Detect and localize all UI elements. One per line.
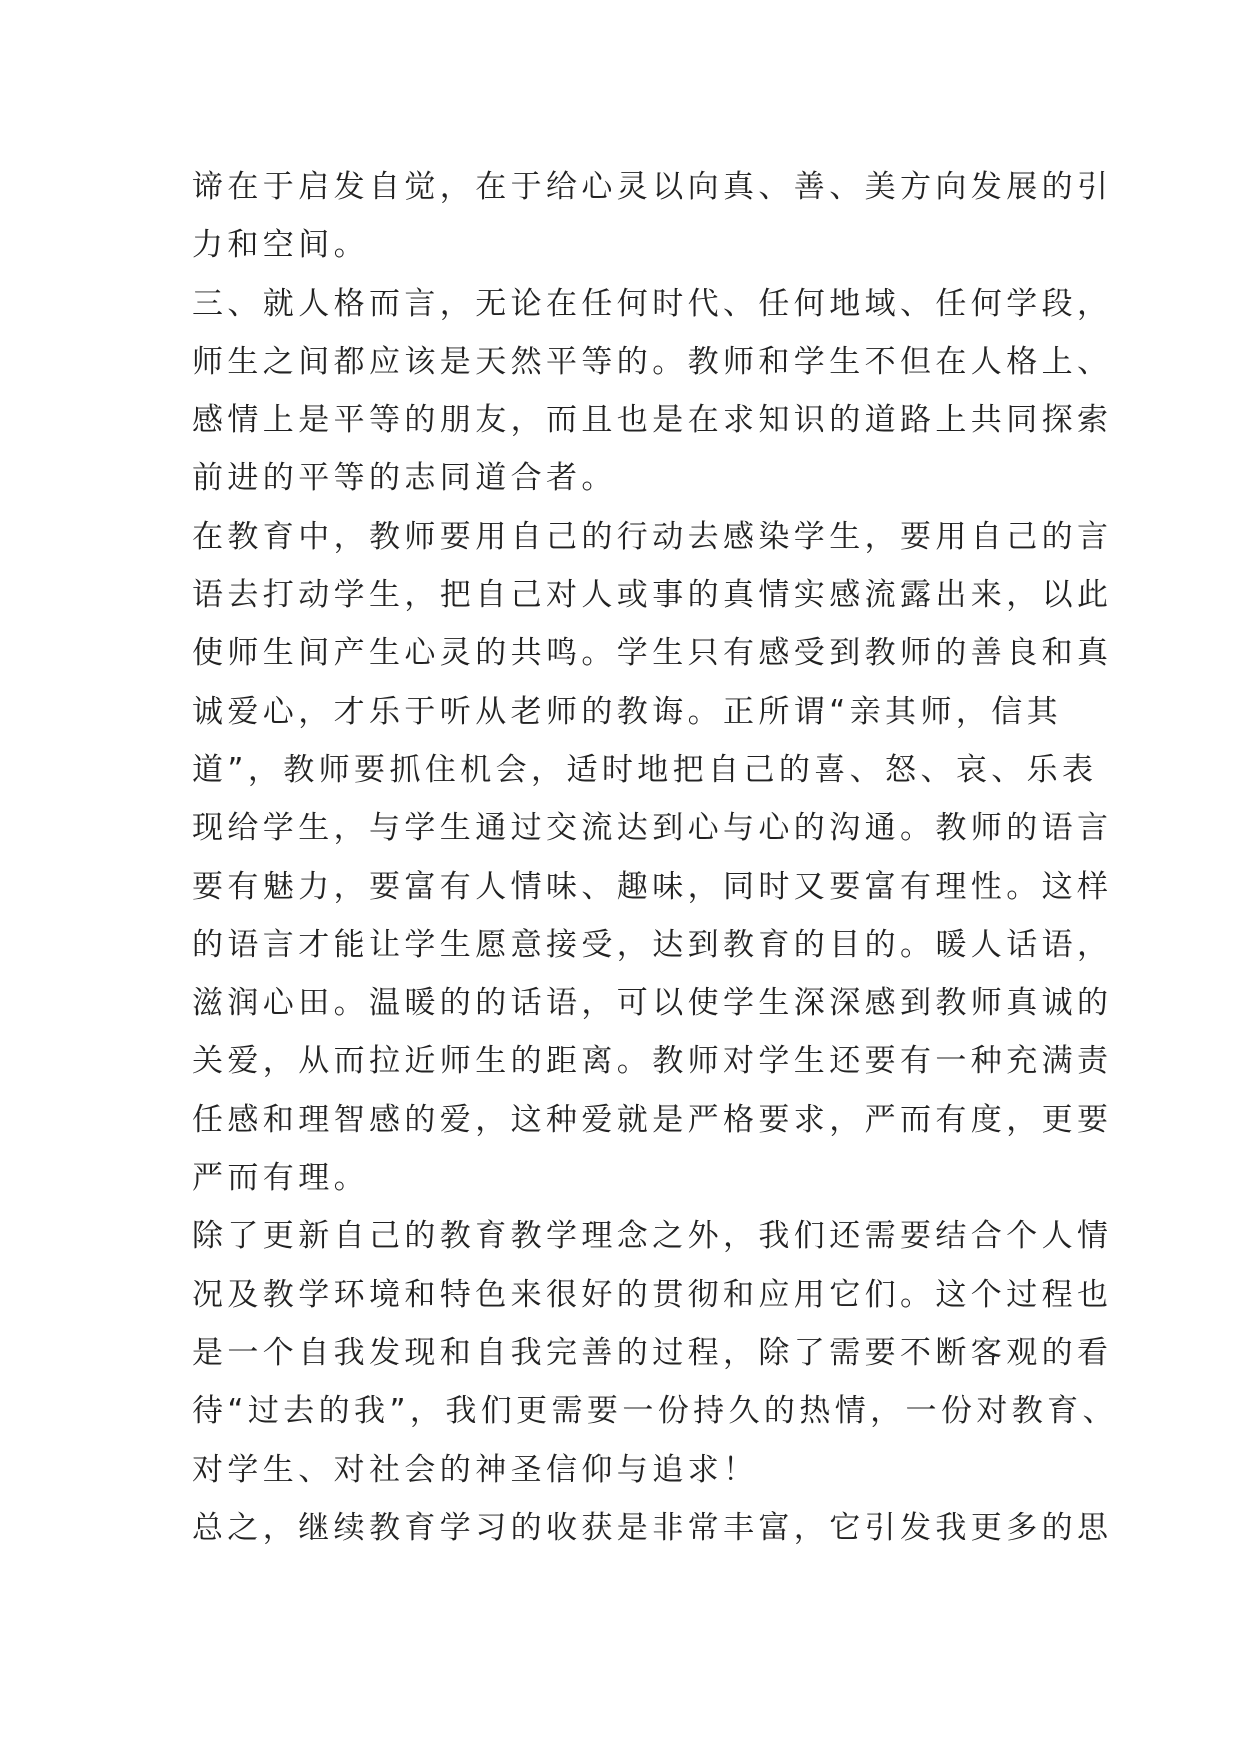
text-line: 滋润心田。温暖的的话语，可以使学生深深感到教师真诚的	[192, 985, 1113, 1022]
document-body	[192, 158, 1118, 1557]
text-line: 任感和理智感的爱，这种爱就是严格要求，严而有度，更要	[192, 1101, 1113, 1138]
text-line: 总之，继续教育学习的收获是非常丰富，它引发我更多的思	[192, 1509, 1113, 1546]
text-line: 力和空间。	[192, 227, 369, 264]
text-line: 使师生间产生心灵的共鸣。学生只有感受到教师的善良和真	[192, 635, 1113, 672]
text-line: 谛在于启发自觉，在于给心灵以向真、善、美方向发展的引	[192, 169, 1113, 205]
text-line: 的语言才能让学生愿意接受，达到教育的目的。暖人话语，	[192, 926, 1113, 963]
text-line: 待“过去的我”，我们更需要一份持久的热情，一份对教育、	[192, 1393, 1118, 1430]
text-line: 关爱，从而拉近师生的距离。教师对学生还要有一种充满责	[192, 1043, 1113, 1080]
text-line: 对学生、对社会的神圣信仰与追求！	[192, 1451, 759, 1488]
text-line: 是一个自我发现和自我完善的过程，除了需要不断客观的看	[192, 1334, 1113, 1371]
text-line: 现给学生，与学生通过交流达到心与心的沟通。教师的语言	[192, 810, 1113, 847]
text-line: 三、就人格而言，无论在任何时代、任何地域、任何学段，	[192, 285, 1113, 322]
text-line: 严而有理。	[192, 1160, 369, 1197]
text-line: 前进的平等的志同道合者。	[192, 460, 617, 497]
text-line: 况及教学环境和特色来很好的贯彻和应用它们。这个过程也	[192, 1276, 1113, 1313]
text-line: 除了更新自己的教育教学理念之外，我们还需要结合个人情	[192, 1218, 1113, 1255]
text-line: 师生之间都应该是天然平等的。教师和学生不但在人格上、	[192, 343, 1113, 380]
text-line: 诚爱心，才乐于听从老师的教诲。正所谓“亲其师，信其	[192, 693, 1063, 730]
text-line: 在教育中，教师要用自己的行动去感染学生，要用自己的言	[192, 518, 1113, 555]
text-line: 感情上是平等的朋友，而且也是在求知识的道路上共同探索	[192, 402, 1113, 439]
text-line: 要有魅力，要富有人情味、趣味，同时又要富有理性。这样	[192, 868, 1113, 905]
text-line: 道”，教师要抓住机会，适时地把自己的喜、怒、哀、乐表	[192, 751, 1098, 788]
text-line: 语去打动学生，把自己对人或事的真情实感流露出来，以此	[192, 577, 1113, 614]
